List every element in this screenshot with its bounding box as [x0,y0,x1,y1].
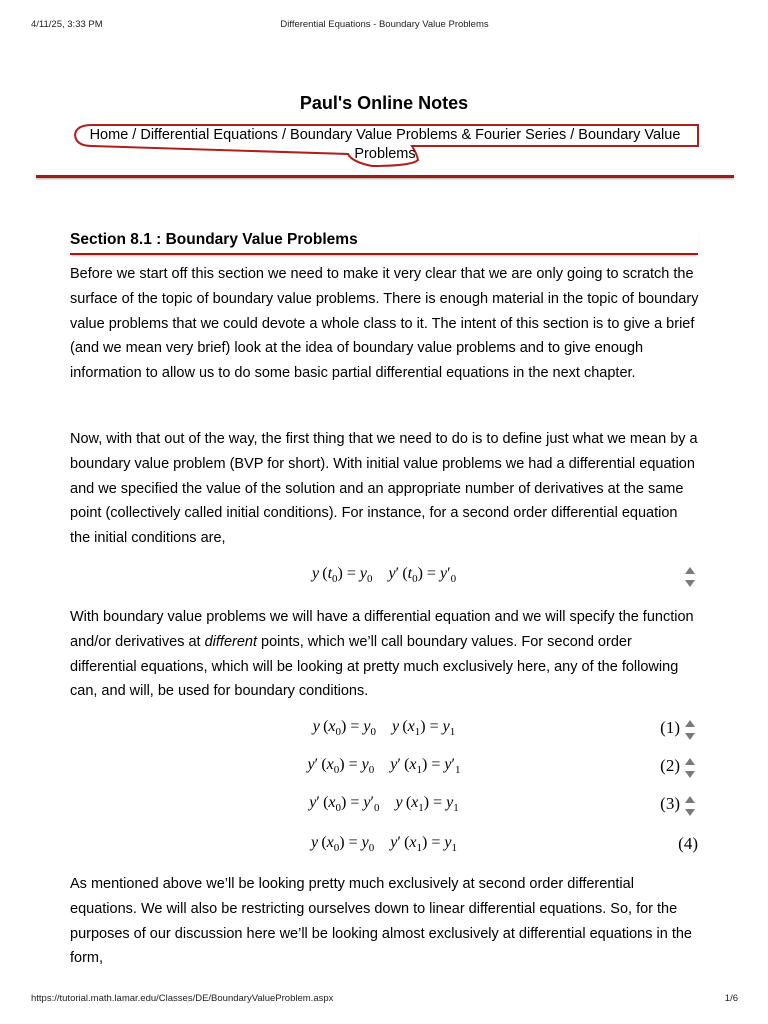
equation-toggle-icon[interactable] [684,795,696,817]
breadcrumb-separator: / [128,127,141,143]
paragraph-boundary-values [70,605,700,704]
equation-initial-conditions [0,565,768,589]
breadcrumb-bvp-fourier[interactable]: Boundary Value Problems & Fourier Series [290,127,567,143]
paragraph-text: points, which we’ll call boundary values. For second order differential equations, which will be looking at pretty much exclusively here, any of the following can, and will, be used for boundary conditions. [70,633,679,700]
paragraph-definition: Now, with that out of the way, the first thing that we need to do is to define just what we mean by a boundary value problem (BVP for short). With initial value problems we had a differential equation and we specified the value of the solution and an appropriate number of derivatives at the same point (collectively called initial conditions). For instance, for a second order differential equation the initial conditions are, [70,431,698,547]
equation-toggle-icon[interactable] [684,566,696,588]
equation-bc-4 [0,834,768,858]
paragraph-intro: Before we start off this section we need to make it very clear that we are only going to scratch the surface of the topic of boundary value problems. There is enough material in the topic of boundary value problems that we could devote a whole class to it. The intent of this section is to give a brief (and we mean very brief) look at the idea of boundary value problems and to give enough information to allow us to do some basic partial differential equations in the next chapter. [70,266,699,382]
breadcrumb-current[interactable]: Boundary Value Problems [354,127,681,162]
breadcrumb [72,126,698,164]
equation-number: (3) [660,794,680,813]
section-heading: Section 8.1 : Boundary Value Problems [70,229,698,255]
emphasis-different: different [204,633,258,650]
print-url: https://tutorial.math.lamar.edu/Classes/DE/BoundaryValueProblem.aspx [31,993,334,1004]
equation-body: y $(x_0) = y_0$ y′ $(x_1) = y_1$ [311,834,457,855]
equation-number: (2) [660,756,680,775]
breadcrumb-differential-equations[interactable]: Differential Equations [140,127,278,143]
paragraph-text: With boundary value problems we will have a differential equation and we will specify the function and/or derivatives at [70,609,694,650]
paragraph-linear-form: As mentioned above we’ll be looking pretty much exclusively at second order differential equations. We will also be restricting ourselves down to linear differential equations. So, for the purposes of our discussion here we’ll be looking almost exclusively at differential equations in the form, [70,876,692,967]
equation-bc-3 [0,794,768,818]
site-title[interactable]: Paul's Online Notes [299,93,469,113]
breadcrumb-separator: / [566,127,579,143]
print-header [31,19,738,33]
equation-number: (4) [678,834,698,853]
equation-toggle-icon[interactable] [684,757,696,779]
print-page-number: 1/6 [724,993,738,1004]
equation-body: y′ $(x_0) = y'_0$ y $(x_1) = y_1$ [309,794,459,815]
equation-body: y $(t_0) = y_0$ y′ $(t_0) = y'_0$ [311,565,457,586]
equation-number: (1) [660,718,680,737]
equation-body: y $(x_0) = y_0$ y $(x_1) = y_1$ [312,718,456,739]
equation-bc-1 [0,718,768,742]
print-doc-title: Differential Equations - Boundary Value Problems [280,19,489,30]
equation-bc-2 [0,756,768,780]
equation-body: y′ $(x_0) = y_0$ y′ $(x_1) = y'_1$ [307,756,461,777]
equation-toggle-icon[interactable] [684,719,696,741]
print-datetime: 4/11/25, 3:33 PM [31,19,103,30]
breadcrumb-home[interactable]: Home [89,127,129,143]
print-footer [31,993,738,1007]
header-divider [36,175,734,178]
breadcrumb-separator: / [277,127,291,143]
